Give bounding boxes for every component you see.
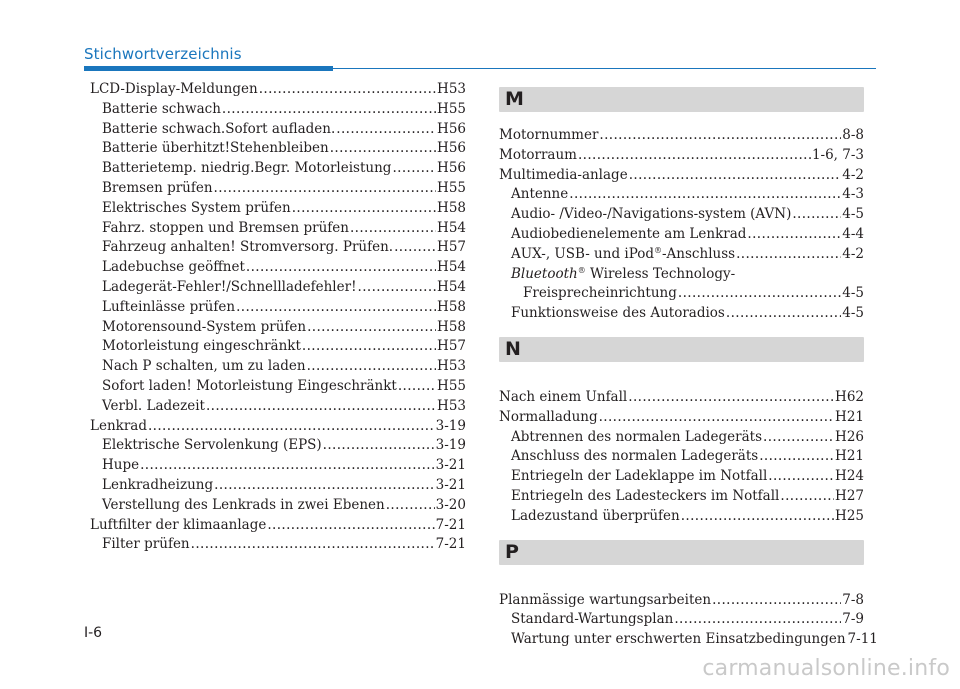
index-subentry: Ladezustand überprüfen ..... H25 [499,507,864,527]
index-subentry: Verstellung des Lenkrads in zwei Ebenen ..... 3-20 [90,496,466,516]
index-subentry: Verbl. Ladezeit ..... H53 [90,397,466,417]
index-subentry: Wartung unter erschwerten Einsatzbedingungen 7-11 [511,631,878,648]
header-rule-accent [84,66,333,71]
index-subentry: Ladegerät-Fehler!/Schnellladefehler! ..... H54 [90,278,466,298]
section-letter: N [505,337,521,360]
index-entry: Luftfilter der klimaanlage ..... 7-21 [90,516,466,536]
index-entry: Nach einem Unfall ..... H62 [499,388,864,408]
section-title: Stichwortverzeichnis [84,45,242,63]
index-entry: Multimedia-anlage ..... 4-2 [499,166,864,186]
index-subentry: AUX-, USB- und iPod®-Anschluss ..... 4-2 [499,245,864,265]
index-subentry: Standard-Wartungsplan ..... 7-9 [499,610,864,630]
index-subentry: Abtrennen des normalen Ladegeräts ..... H26 [499,428,864,448]
index-subentry: Anschluss des normalen Ladegeräts ..... H21 [499,447,864,467]
index-subentry: Freisprecheinrichtung ..... 4-5 [499,284,864,304]
index-subentry: Entriegeln der Ladeklappe im Notfall ..... H24 [499,467,864,487]
index-entry: Motornummer ..... 8-8 [499,126,864,146]
page-number: I-6 [84,625,103,641]
section-header-m [499,87,864,112]
index-subentry: Lufteinlässe prüfen ..... H58 [90,298,466,318]
index-subentry: Motorensound-System prüfen ..... H58 [90,318,466,338]
index-subentry: Fahrz. stoppen und Bremsen prüfen ..... H54 [90,219,466,239]
index-entry: LCD-Display-Meldungen ..... H53 [90,80,466,100]
index-subentry: Nach P schalten, um zu laden ..... H53 [90,357,466,377]
index-subentry: Batterie überhitzt!Stehenbleiben ..... H56 [90,139,466,159]
index-subentry: Audiobedienelemente am Lenkrad ..... 4-4 [499,225,864,245]
index-entry: Normalladung ..... H21 [499,408,864,428]
index-subentry: Funktionsweise des Autoradios ..... 4-5 [499,304,864,324]
index-entry: Motorraum ..... 1-6, 7-3 [499,146,864,166]
index-right-column [499,87,878,650]
section-header-n [499,337,864,362]
index-subentry: Filter prüfen ..... 7-21 [90,535,466,555]
header-rule [333,68,876,69]
section-letter: P [505,540,519,563]
index-entry: Lenkrad ..... 3-19 [90,417,466,437]
index-left-column [90,80,466,555]
index-subentry: Elektrische Servolenkung (EPS) ..... 3-19 [90,436,466,456]
index-subentry: Elektrisches System prüfen ..... H58 [90,199,466,219]
index-subentry: Sofort laden! Motorleistung Eingeschränkt ..... H55 [90,377,466,397]
index-subentry: Batterie schwach ..... H55 [90,100,466,120]
index-subentry: Entriegeln des Ladesteckers im Notfall ..... H27 [499,487,864,507]
index-subentry: Bremsen prüfen ..... H55 [90,179,466,199]
index-subentry: Batterietemp. niedrig.Begr. Motorleistung ..... H56 [90,159,466,179]
watermark: carmanualsonline.info [702,656,950,681]
index-subentry: Motorleistung eingeschränkt ..... H57 [90,337,466,357]
index-subentry: Fahrzeug anhalten! Stromversorg. Prüfen. ..... H57 [90,238,466,258]
index-subentry: Lenkradheizung ..... 3-21 [90,476,466,496]
index-subentry: Hupe ..... 3-21 [90,456,466,476]
index-subentry: Antenne ..... 4-3 [499,185,864,205]
section-header-p [499,540,864,565]
index-subentry: Batterie schwach.Sofort aufladen. ..... H56 [90,120,466,140]
index-subentry: Audio- /Video-/Navigations-system (AVN) ..... 4-5 [499,205,864,225]
index-subentry: Ladebuchse geöffnet ..... H54 [90,258,466,278]
section-letter: M [505,88,524,110]
index-subentry-heading: Bluetooth® Wireless Technology- [511,265,736,282]
index-entry: Planmässige wartungsarbeiten ..... 7-8 [499,591,864,611]
